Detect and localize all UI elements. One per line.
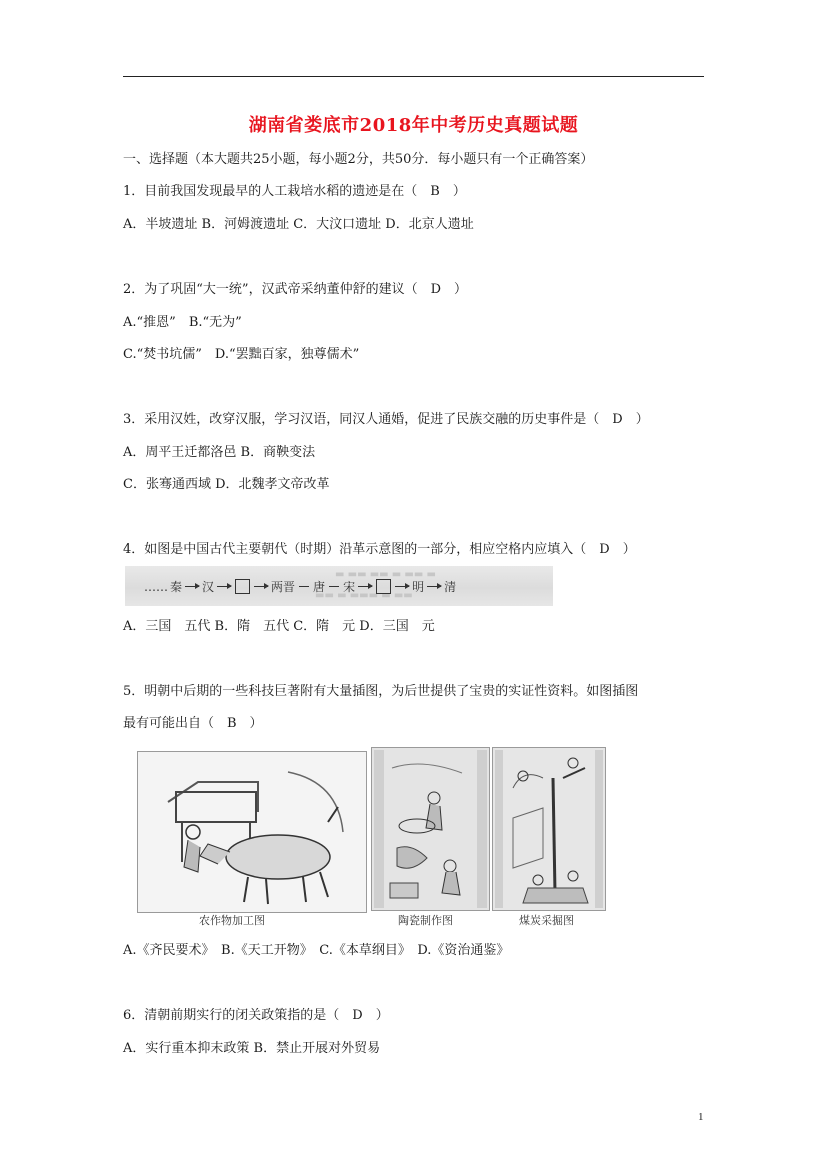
question-3-stem: 3．采用汉姓，改穿汉服，学习汉语，同汉人通婚，促进了民族交融的历史事件是（ D ）	[123, 412, 649, 427]
question-6-stem: 6．清朝前期实行的闭关政策指的是（ D ）	[123, 1008, 389, 1023]
question-2-options-1: A.“推恩” B.“无为”	[123, 315, 242, 330]
flow-arrow-icon	[395, 586, 409, 587]
flow-blank-box-1	[235, 579, 250, 594]
crop-processing-drawing	[138, 752, 366, 912]
flow-ming: 明	[412, 580, 425, 594]
coal-mining-drawing	[493, 748, 605, 910]
illustration-coal-mining	[492, 747, 606, 911]
question-1-options: A．半坡遗址 B．河姆渡遗址 C．大汶口遗址 D．北京人遗址	[123, 217, 474, 232]
illustration-ceramics	[371, 747, 490, 911]
flow-lead-dots: ……	[144, 579, 168, 594]
flow-dash	[329, 586, 339, 587]
flow-arrow-icon	[185, 586, 199, 587]
question-1-stem: 1．目前我国发现最早的人工栽培水稻的遗迹是在（ B ）	[123, 184, 466, 199]
header-rule	[123, 76, 704, 77]
caption-ceramics: 陶瓷制作图	[398, 914, 453, 927]
question-6-options-1: A．实行重本抑末政策 B．禁止开展对外贸易	[123, 1041, 381, 1056]
flow-song: 宋	[343, 580, 356, 594]
question-5-options: A.《齐民要术》 B.《天工开物》 C.《本草纲目》 D.《资治通鉴》	[123, 943, 510, 958]
flow-arrow-icon	[358, 586, 372, 587]
question-3-options-1: A．周平王迁都洛邑 B．商鞅变法	[123, 445, 316, 460]
scan-noise-top: ▬ ▬▬ ▬▬ ▬ ▬▬ ▬	[335, 569, 436, 580]
flow-blank-box-2	[376, 579, 391, 594]
flow-arrow-icon	[254, 586, 268, 587]
flow-dash	[299, 586, 309, 587]
page-number: 1	[698, 1111, 704, 1123]
flow-tang: 唐	[313, 580, 326, 594]
flow-arrow-icon	[427, 586, 441, 587]
flow-han: 汉	[202, 580, 215, 594]
question-5-stem-1: 5．明朝中后期的一些科技巨著附有大量插图，为后世提供了宝贵的实证性资料。如图插图	[123, 684, 639, 699]
question-5-stem-2: 最有可能出自（ B ）	[123, 716, 263, 731]
flow-xijin: 两晋	[271, 580, 296, 594]
question-2-options-2: C.“焚书坑儒” D.“罢黜百家，独尊儒术”	[123, 347, 360, 362]
caption-crop-processing: 农作物加工图	[199, 914, 265, 927]
flow-arrow-icon	[217, 586, 231, 587]
question-4-stem: 4．如图是中国古代主要朝代（时期）沿革示意图的一部分，相应空格内应填入（ D ）	[123, 542, 636, 557]
scan-noise-bottom: ▬▬ ▬ ▬▬▬ ▬ ▬▬	[315, 590, 413, 601]
question-4-options: A．三国 五代 B．隋 五代 C．隋 元 D．三国 元	[123, 619, 435, 634]
dynasty-flow-figure	[125, 566, 553, 606]
caption-coal-mining: 煤炭采掘图	[519, 914, 574, 927]
illustration-crop-processing	[137, 751, 367, 913]
document-title: 湖南省娄底市2018年中考历史真题试题	[248, 115, 579, 136]
flow-qing: 清	[444, 580, 457, 594]
flow-qin: 秦	[170, 580, 183, 594]
question-3-options-2: C．张骞通西域 D．北魏孝文帝改革	[123, 477, 330, 492]
section-heading: 一、选择题（本大题共25小题，每小题2分，共50分．每小题只有一个正确答案）	[123, 152, 594, 167]
question-2-stem: 2．为了巩固“大一统”，汉武帝采纳董仲舒的建议（ D ）	[123, 282, 467, 297]
ceramics-drawing	[372, 748, 489, 910]
